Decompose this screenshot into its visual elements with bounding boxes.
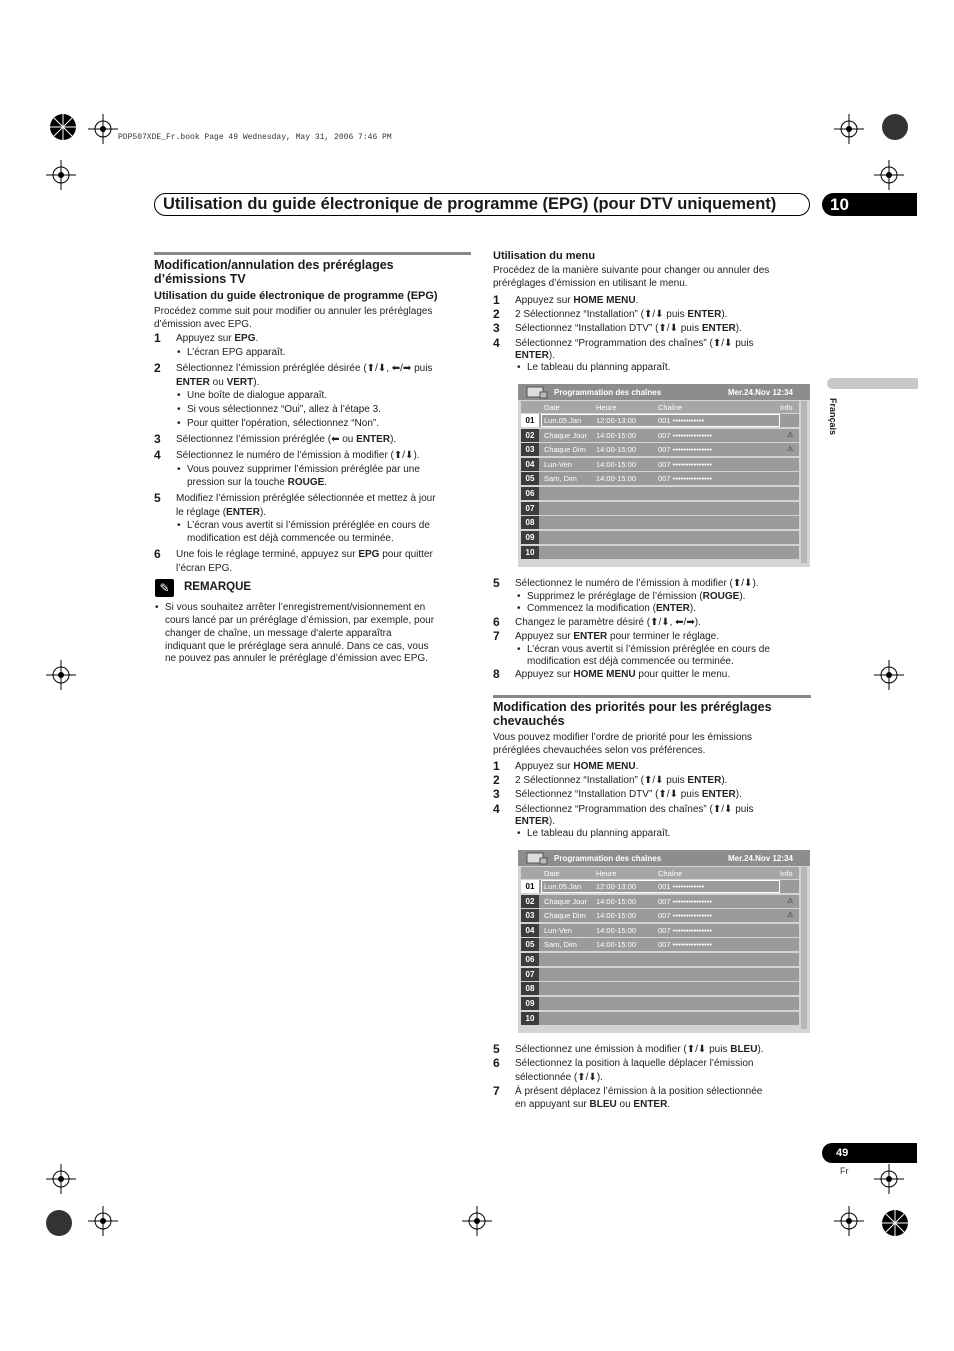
step-text: Modifiez l’émission préréglée sélectionnée et mettez à jour	[176, 493, 436, 504]
epg-scrollbar[interactable]	[801, 867, 807, 1029]
step-number: 2	[493, 307, 500, 321]
bullet-item: • Si vous sélectionnez “Oui”, allez à l’étape 3.	[187, 403, 381, 416]
crosshair-icon	[462, 1206, 492, 1236]
up-down-arrow-icon: ⬆/⬇	[577, 1072, 597, 1083]
section-heading: Modification/annulation des préréglages	[154, 258, 394, 272]
up-down-arrow-icon: ⬆/⬇	[732, 578, 753, 589]
col-info: Info	[780, 403, 793, 412]
col-date: Date	[544, 403, 560, 412]
epg-row[interactable]: 04 Lun-Ven 14:00-15:00 007 •••••••••••••••	[521, 458, 799, 471]
subheading: Utilisation du guide électronique de programme (EPG)	[154, 290, 438, 302]
note-text: • Si vous souhaitez arrêter l’enregistrement/visionnement en	[165, 601, 425, 614]
chapter-title: Utilisation du guide électronique de programme (EPG) (pour DTV uniquement)	[154, 193, 810, 216]
step-text: 2 Sélectionnez “Installation” (⬆/⬇ puis ENTER).	[515, 775, 728, 786]
step-number: 1	[154, 331, 161, 345]
step-number: 3	[493, 321, 500, 335]
step-number: 3	[493, 787, 500, 801]
step-number: 6	[154, 547, 161, 561]
epg-title: Programmation des chaînes	[554, 854, 662, 863]
note-text: changer de chaîne, un message d'alerte apparaîtra	[165, 628, 392, 639]
arrow-keys-icon: ⬆/⬇, ⬅/➡	[366, 363, 412, 374]
step-number: 7	[493, 629, 500, 643]
step-text: Sélectionnez le numéro de l’émission à modifier (⬆/⬇).	[176, 450, 420, 461]
intro-text: Vous pouvez modifier l’ordre de priorité pour les émissions	[493, 732, 753, 743]
epg-row[interactable]: 04 Lun-Ven 14:00-15:00 007 •••••••••••••••	[521, 924, 799, 937]
crosshair-icon	[874, 1164, 904, 1194]
crosshair-icon	[46, 1164, 76, 1194]
epg-row[interactable]: 02 Chaque Jour 14:00-15:00 007 ••••••••••••••• ⚠	[521, 895, 799, 908]
step-text: le réglage (ENTER).	[176, 507, 267, 518]
step-number: 5	[493, 1042, 500, 1056]
step-text: À présent déplacez l’émission à la position sélectionnée	[515, 1086, 763, 1097]
step-text: Sélectionnez l’émission préréglée désirée (⬆/⬇, ⬅/➡ puis	[176, 363, 433, 374]
bullet-item: • Vous pouvez supprimer l’émission préréglée par une	[187, 463, 420, 476]
intro-text: préréglées chevauchées selon vos préférences.	[493, 745, 706, 756]
up-down-arrow-icon: ⬆/⬇	[712, 804, 733, 815]
step-number: 7	[493, 1084, 500, 1098]
step-text: Appuyez sur HOME MENU pour quitter le menu.	[515, 669, 731, 680]
tv-icon	[526, 386, 548, 399]
note-text: indiquant que le préréglage sera annulé. Dans ce cas, vous	[165, 641, 429, 652]
step-text: en appuyant sur BLEU ou ENTER.	[515, 1099, 671, 1110]
registration-mark-icon	[44, 108, 82, 146]
file-header: PDP507XDE_Fr.book Page 49 Wednesday, May 31, 2006 7:46 PM	[118, 133, 392, 142]
up-down-arrow-icon: ⬆/⬇	[686, 1044, 707, 1055]
warning-icon: ⚠	[787, 912, 794, 919]
crosshair-icon	[874, 660, 904, 690]
crosshair-icon	[834, 114, 864, 144]
registration-mark-icon	[876, 108, 914, 146]
step-number: 2	[154, 361, 161, 375]
epg-row[interactable]: 01 Lun.05.Jan 12:00-13:00 001 ••••••••••••	[521, 880, 799, 893]
epg-row[interactable]: 08	[521, 982, 799, 995]
step-text: ENTER).	[515, 816, 556, 827]
col-chaine: Chaîne	[658, 403, 683, 412]
crosshair-icon	[88, 114, 118, 144]
step-text: Changez le paramètre désiré (⬆/⬇, ⬅/➡).	[515, 617, 701, 628]
section-rule	[154, 252, 471, 255]
warning-icon: ⚠	[787, 898, 794, 905]
step-number: 1	[493, 293, 500, 307]
epg-row[interactable]: 01 Lun.05.Jan 12:00-13:00 001 ••••••••••••	[521, 414, 799, 427]
crosshair-icon	[88, 1206, 118, 1236]
note-text: ne pouvez pas annuler le préréglage d’émission avec EPG.	[165, 653, 428, 664]
up-down-arrow-icon: ⬆/⬇	[658, 789, 678, 800]
epg-row[interactable]: 07	[521, 968, 799, 981]
warning-icon: ⚠	[787, 432, 794, 439]
arrow-keys-icon: ⬆/⬇, ⬅/➡	[650, 617, 695, 628]
intro-text: Procédez comme suit pour modifier ou annuler les préréglages	[154, 306, 433, 317]
col-date: Date	[544, 869, 560, 878]
col-info: Info	[780, 869, 793, 878]
registration-mark-icon	[40, 1204, 78, 1242]
col-chaine: Chaîne	[658, 869, 683, 878]
crosshair-icon	[874, 160, 904, 190]
section-rule	[493, 695, 811, 698]
step-number: 5	[493, 576, 500, 590]
step-number: 8	[493, 667, 500, 681]
up-down-arrow-icon: ⬆/⬇	[643, 775, 664, 786]
epg-scrollbar[interactable]	[801, 401, 807, 563]
crosshair-icon	[834, 1206, 864, 1236]
language-code: Fr	[840, 1166, 849, 1176]
crosshair-icon	[46, 160, 76, 190]
epg-row[interactable]: 06	[521, 487, 799, 500]
step-number: 1	[493, 759, 500, 773]
epg-row[interactable]: 07	[521, 502, 799, 515]
step-text: Sélectionnez la position à laquelle déplacer l’émission	[515, 1058, 754, 1069]
up-down-arrow-icon: ⬆/⬇	[643, 309, 664, 320]
side-tab-label: Français	[828, 398, 838, 436]
chapter-number: 10	[822, 193, 917, 216]
step-text: sélectionnée (⬆/⬇).	[515, 1072, 603, 1083]
epg-datetime: Mer.24.Nov 12:34	[728, 388, 793, 397]
epg-row[interactable]: 09	[521, 531, 799, 544]
subheading: Utilisation du menu	[493, 250, 596, 262]
step-text: Sélectionnez “Programmation des chaînes” (⬆/⬇ puis	[515, 804, 754, 815]
bullet-continuation: modification est déjà commencée ou terminée.	[187, 533, 394, 544]
step-text: Sélectionnez “Programmation des chaînes” (⬆/⬇ puis	[515, 338, 754, 349]
bullet-item: • L’écran vous avertit si l’émission préréglée en cours de	[527, 643, 770, 656]
warning-icon: ⚠	[787, 446, 794, 453]
pencil-icon: ✎	[155, 579, 174, 597]
step-text: ENTER).	[515, 350, 556, 361]
step-text: 2 Sélectionnez “Installation” (⬆/⬇ puis ENTER).	[515, 309, 728, 320]
bullet-item: • Le tableau du planning apparaît.	[527, 827, 670, 840]
step-text: Sélectionnez “Installation DTV” (⬆/⬇ puis ENTER).	[515, 789, 742, 800]
section-heading: d’émissions TV	[154, 272, 246, 286]
epg-row[interactable]: 09	[521, 997, 799, 1010]
up-down-arrow-icon: ⬆/⬇	[658, 323, 678, 334]
step-text: Sélectionnez “Installation DTV” (⬆/⬇ puis ENTER).	[515, 323, 742, 334]
step-number: 2	[493, 773, 500, 787]
epg-row[interactable]: 03 Chaque Dim 14:00-15:00 007 ••••••••••••••• ⚠	[521, 443, 799, 456]
intro-text: préréglages d’émission en utilisant le menu.	[493, 278, 688, 289]
step-number: 4	[493, 802, 500, 816]
note-text: cours lancé par un préréglage d’émission, par exemple, pour	[165, 615, 435, 626]
section-heading: chevauchés	[493, 714, 565, 728]
bullet-item: • Commencez la modification (ENTER).	[527, 602, 696, 615]
step-text: l’écran EPG.	[176, 563, 233, 574]
step-number: 5	[154, 491, 161, 505]
epg-row[interactable]: 10	[521, 1012, 799, 1025]
bullet-continuation: pression sur la touche ROUGE.	[187, 477, 328, 488]
bullet-continuation: modification est déjà commencée ou terminée.	[527, 656, 734, 667]
epg-row[interactable]: 03 Chaque Dim 14:00-15:00 007 ••••••••••••••• ⚠	[521, 909, 799, 922]
bullet-item: • L’écran vous avertit si l’émission préréglée en cours de	[187, 519, 430, 532]
step-text: ENTER ou VERT).	[176, 377, 260, 388]
epg-row[interactable]: 06	[521, 953, 799, 966]
step-text: Une fois le réglage terminé, appuyez sur EPG pour quitter	[176, 549, 433, 560]
epg-row[interactable]: 05 Sam, Dim 14:00-15:00 007 •••••••••••••••	[521, 472, 799, 485]
step-text: Appuyez sur EPG.	[176, 333, 259, 344]
step-text: Appuyez sur HOME MENU.	[515, 295, 639, 306]
up-down-arrow-icon: ⬆/⬇	[712, 338, 733, 349]
left-arrow-icon: ⬅	[331, 434, 340, 445]
bullet-item: • Le tableau du planning apparaît.	[527, 361, 670, 374]
epg-screen	[518, 384, 810, 567]
step-number: 4	[154, 448, 161, 462]
epg-row[interactable]: 08	[521, 516, 799, 529]
intro-text: d’émission avec EPG.	[154, 319, 252, 330]
note-title: REMARQUE	[184, 581, 252, 593]
bullet-item: • Une boîte de dialogue apparaît.	[187, 389, 327, 402]
bullet-item: • Supprimez le préréglage de l’émission (ROUGE).	[527, 590, 745, 603]
epg-datetime: Mer.24.Nov 12:34	[728, 854, 793, 863]
crosshair-icon	[46, 660, 76, 690]
step-text: Sélectionnez le numéro de l’émission à modifier (⬆/⬇).	[515, 578, 759, 589]
step-number: 6	[493, 1056, 500, 1070]
epg-row[interactable]: 02 Chaque Jour 14:00-15:00 007 ••••••••••••••• ⚠	[521, 429, 799, 442]
epg-title: Programmation des chaînes	[554, 388, 662, 397]
intro-text: Procédez de la manière suivante pour changer ou annuler des	[493, 265, 770, 276]
section-heading: Modification des priorités pour les préréglages	[493, 700, 772, 714]
registration-mark-icon	[876, 1204, 914, 1242]
epg-row[interactable]: 05 Sam, Dim 14:00-15:00 007 •••••••••••••••	[521, 938, 799, 951]
step-text: Appuyez sur ENTER pour terminer le réglage.	[515, 631, 720, 642]
bullet-item: • Pour quitter l'opération, sélectionnez “Non”.	[187, 417, 379, 430]
step-number: 4	[493, 336, 500, 350]
step-number: 6	[493, 615, 500, 629]
page-number: 49	[822, 1143, 917, 1163]
step-text: Sélectionnez une émission à modifier (⬆/⬇ puis BLEU).	[515, 1044, 764, 1055]
col-heure: Heure	[596, 403, 617, 412]
side-tab	[827, 378, 918, 389]
bullet-item: • L’écran EPG apparaît.	[187, 346, 285, 359]
epg-row[interactable]: 10	[521, 546, 799, 559]
epg-screen	[518, 850, 810, 1033]
col-heure: Heure	[596, 869, 617, 878]
step-text: Sélectionnez l’émission préréglée (⬅ ou ENTER).	[176, 434, 397, 445]
up-down-arrow-icon: ⬆/⬇	[393, 450, 414, 461]
tv-icon	[526, 852, 548, 865]
step-text: Appuyez sur HOME MENU.	[515, 761, 639, 772]
step-number: 3	[154, 432, 161, 446]
